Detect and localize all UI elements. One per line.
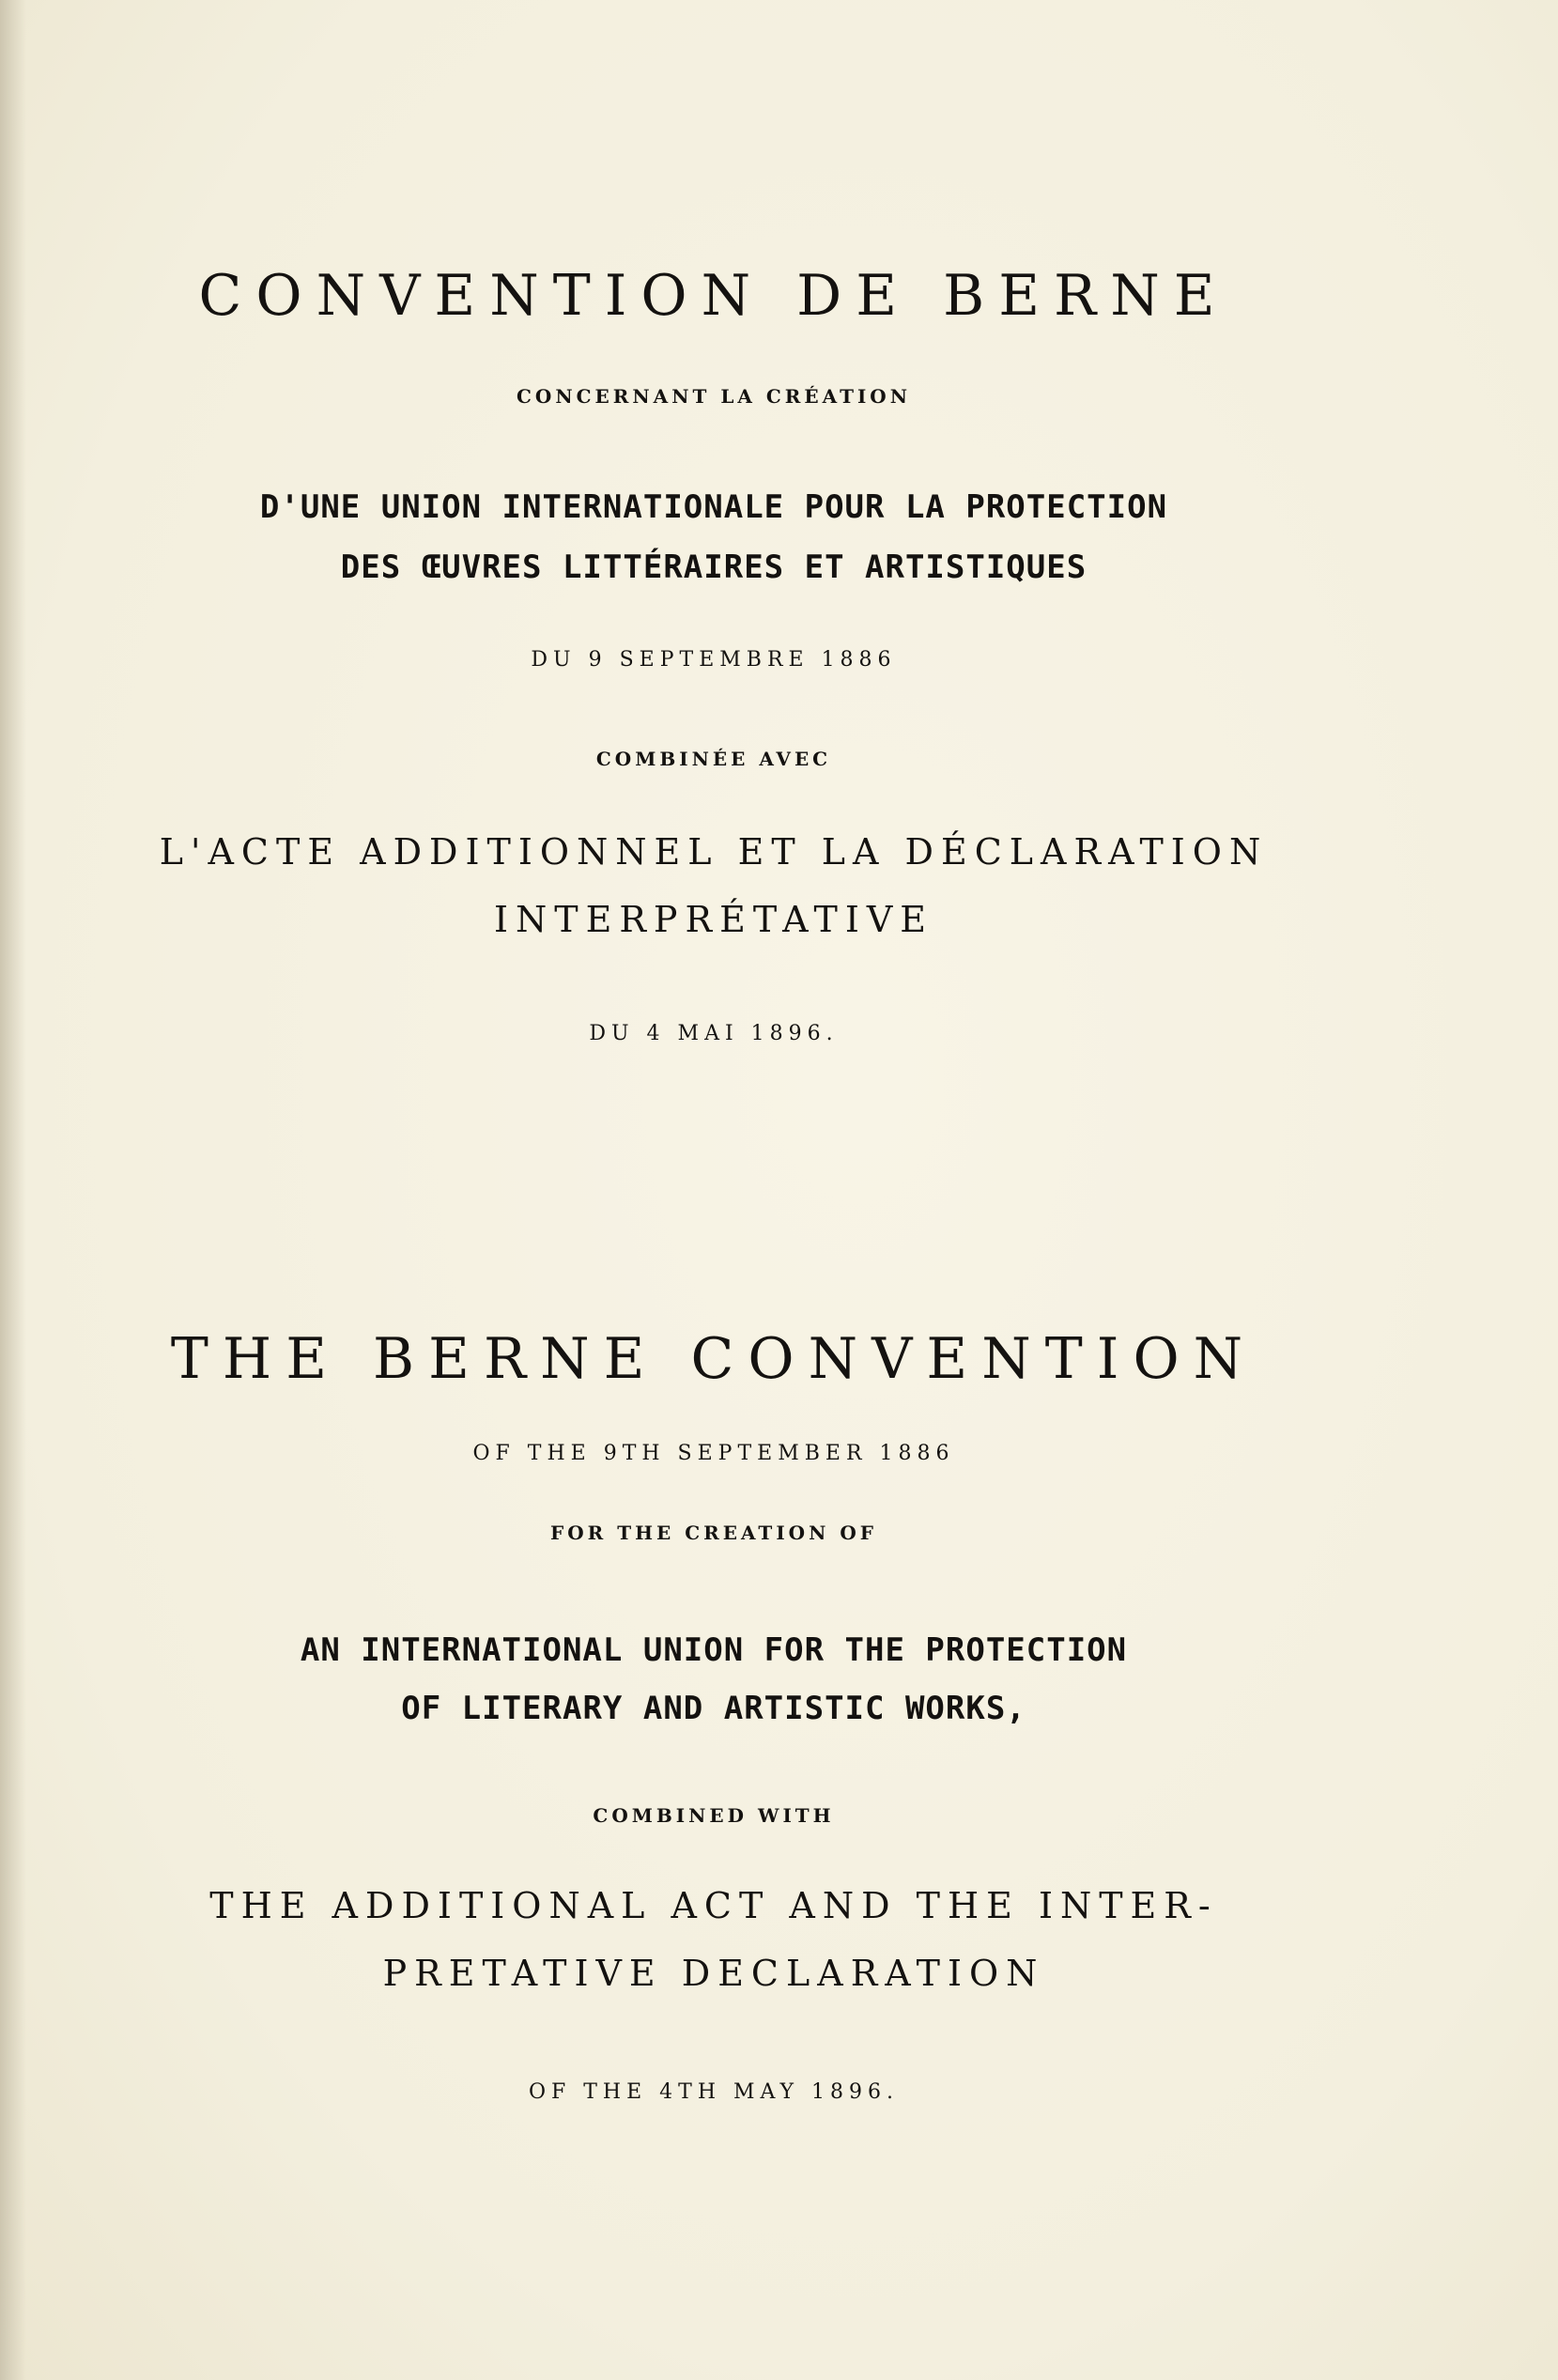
english-for-creation: FOR THE CREATION OF [550,1522,877,1544]
english-union-line-1: AN INTERNATIONAL UNION FOR THE PROTECTION [300,1631,1128,1669]
french-concerning: CONCERNANT LA CRÉATION [516,385,912,408]
french-act-line-1: L'ACTE ADDITIONNEL ET LA DÉCLARATION [159,831,1269,873]
english-act-line-1: THE ADDITIONAL ACT AND THE INTER- [209,1885,1218,1926]
french-title: CONVENTION DE BERNE [198,263,1229,329]
french-combined-with: COMBINÉE AVEC [595,748,832,770]
english-act-line-2: PRETATIVE DECLARATION [382,1953,1045,1994]
french-act-line-2: INTERPRÉTATIVE [493,899,934,940]
english-date-1896: OF THE 4TH MAY 1896. [528,2080,900,2104]
french-date-1896: DU 4 MAI 1896. [589,1022,839,1045]
french-date-1886: DU 9 SEPTEMBRE 1886 [531,648,897,672]
english-union-line-2: OF LITERARY AND ARTISTIC WORKS, [401,1690,1026,1727]
english-date-1886: OF THE 9TH SEPTEMBER 1886 [472,1442,955,1465]
english-combined-with: COMBINED WITH [593,1804,835,1827]
french-union-line-2: DES ŒUVRES LITTÉRAIRES ET ARTISTIQUES [340,549,1088,586]
page-binding-shadow [0,0,26,2380]
french-union-line-1: D'UNE UNION INTERNATIONALE POUR LA PROTECTION [259,488,1168,526]
english-title: THE BERNE CONVENTION [170,1326,1257,1392]
